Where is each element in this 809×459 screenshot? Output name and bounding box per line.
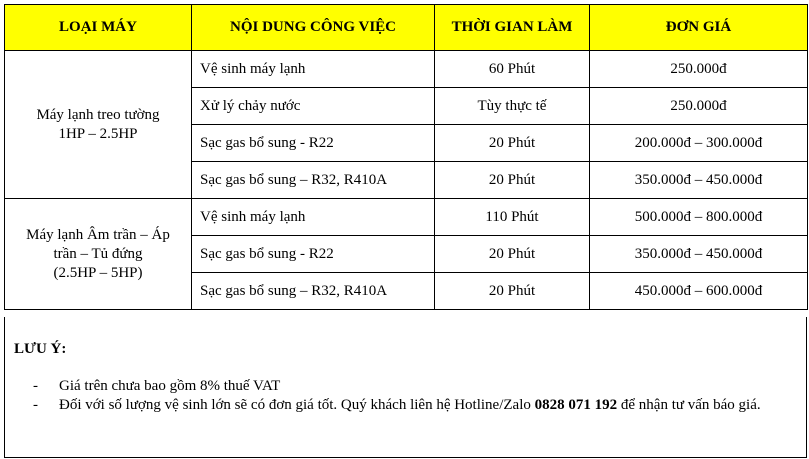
machine-type-line: trần – Tủ đứng: [53, 245, 143, 262]
task-cell: Sạc gas bổ sung - R22: [192, 125, 435, 162]
header-duration: THỜI GIAN LÀM: [435, 5, 590, 51]
header-unit-price: ĐƠN GIÁ: [590, 5, 808, 51]
hotline-number: 0828 071 192: [534, 397, 618, 413]
table-row: [5, 51, 808, 88]
time-cell: 20 Phút: [435, 162, 590, 199]
price-cell: 250.000đ: [590, 88, 808, 125]
time-cell: 20 Phút: [435, 125, 590, 162]
note-text: để nhận tư vấn báo giá.: [620, 397, 761, 413]
price-cell: 250.000đ: [590, 51, 808, 88]
note-text: Đối với số lượng vệ sinh lớn sẽ có đơn giá tốt. Quý khách liên hệ Hotline/Zalo: [59, 397, 531, 413]
header-row: [5, 5, 808, 51]
task-cell: Vệ sinh máy lạnh: [192, 51, 435, 88]
task-cell: Sạc gas bổ sung - R22: [192, 236, 435, 273]
note-title: LƯU Ý:: [14, 341, 67, 357]
task-cell: Sạc gas bổ sung – R32, R410A: [192, 273, 435, 310]
task-cell: Xử lý chảy nước: [192, 88, 435, 125]
note-text: Giá trên chưa bao gồm 8% thuế VAT: [59, 378, 281, 394]
bullet-dash: -: [33, 397, 38, 413]
note-list: [5, 377, 806, 415]
machine-type-cell: [5, 199, 192, 310]
price-cell: 450.000đ – 600.000đ: [590, 273, 808, 310]
time-cell: 20 Phút: [435, 236, 590, 273]
price-cell: 350.000đ – 450.000đ: [590, 236, 808, 273]
machine-type-line: (2.5HP – 5HP): [53, 264, 143, 281]
price-cell: 350.000đ – 450.000đ: [590, 162, 808, 199]
header-machine-type: LOẠI MÁY: [5, 5, 192, 51]
header-job-content: NỘI DUNG CÔNG VIỆC: [192, 5, 435, 51]
note-item-bulk: [5, 396, 806, 414]
machine-type-line: Máy lạnh treo tường: [36, 106, 160, 123]
time-cell: Tùy thực tế: [435, 88, 590, 125]
machine-type-line: Máy lạnh Âm trần – Áp: [26, 226, 170, 243]
time-cell: 110 Phút: [435, 199, 590, 236]
price-cell: 200.000đ – 300.000đ: [590, 125, 808, 162]
bullet-dash: -: [33, 378, 38, 394]
time-cell: 60 Phút: [435, 51, 590, 88]
price-cell: 500.000đ – 800.000đ: [590, 199, 808, 236]
time-cell: 20 Phút: [435, 273, 590, 310]
note-box: [4, 317, 807, 458]
price-table: [4, 4, 808, 310]
task-cell: Vệ sinh máy lạnh: [192, 199, 435, 236]
machine-type-line: 1HP – 2.5HP: [58, 125, 138, 142]
table-row: [5, 199, 808, 236]
task-cell: Sạc gas bổ sung – R32, R410A: [192, 162, 435, 199]
machine-type-cell: [5, 51, 192, 199]
note-item-vat: [5, 377, 806, 395]
